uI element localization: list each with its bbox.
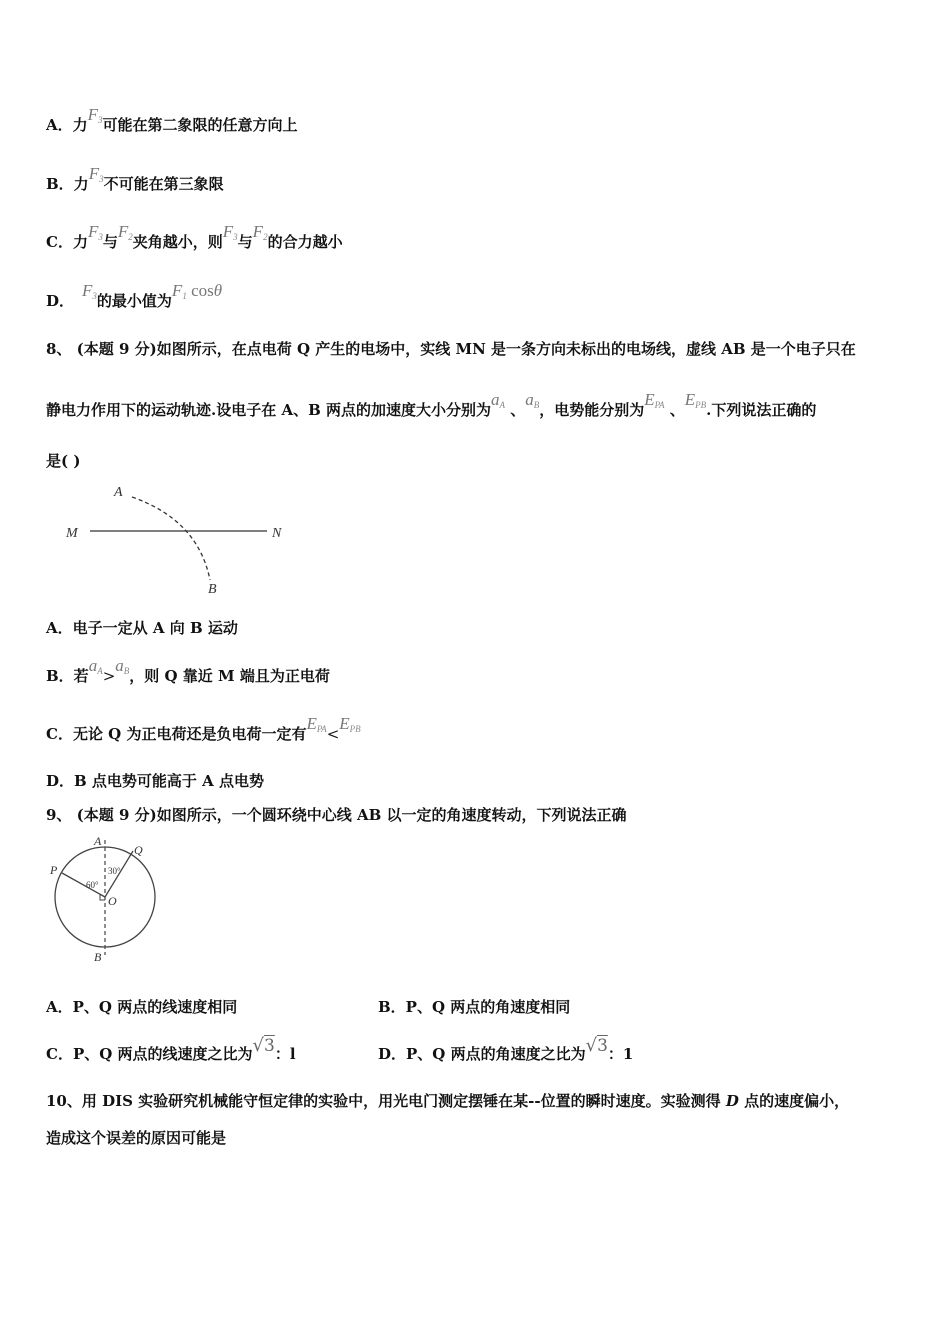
q7-option-c: C．力$F_3$与$F_2$夹角越小，则$F_3$与$F_2$的合力越小 — [46, 222, 343, 251]
option-prefix: B．力 — [46, 175, 89, 193]
math-sqrt3: √3 — [585, 1035, 608, 1056]
math-f3: $F_3$ — [87, 105, 103, 125]
label-b: B — [94, 950, 102, 964]
label-b: B — [208, 582, 217, 597]
math-f3: $F_3$ — [82, 281, 97, 301]
q8-option-c: C．无论 Q 为正电荷还是负电荷一定有$E_{PA}<E_{PB}$ — [46, 714, 361, 743]
math-a-a: $a_A$ — [491, 390, 505, 410]
math-f3: $F_3$ — [88, 164, 104, 184]
q10-stem-line2: 造成这个误差的原因可能是 — [46, 1129, 227, 1147]
q8-option-d: D．B 点电势可能高于 A 点电势 — [46, 772, 264, 790]
q8-option-a: A．电子一定从 A 向 B 运动 — [46, 619, 238, 637]
math-f1-cos-theta: $F_1$ cosθ — [171, 281, 223, 301]
math-e-pa: $E_{PA}$ — [306, 714, 327, 734]
label-a: A — [94, 834, 102, 848]
q8-stem-line1: 8、 (本题 9 分)如图所示，在点电荷 Q 产生的电场中，实线 MN 是一条方向未标出的电场线，虚线 AB 是一个电子只在 — [46, 340, 856, 358]
option-text: 不可能在第三象限 — [103, 175, 224, 193]
q8-option-b: B．若$a_A>a_B$，则 Q 靠近 M 端且为正电荷 — [46, 656, 330, 685]
q7-option-a — [46, 105, 298, 140]
math-f2: $F_2$ — [117, 222, 133, 242]
label-m: M — [66, 526, 78, 541]
label-n: N — [272, 526, 282, 541]
option-prefix: A．力 — [46, 116, 88, 134]
label-a: A — [114, 485, 123, 500]
option-text: 可能在第二象限的任意方向上 — [102, 116, 298, 134]
math-f3: $F_3$ — [222, 222, 238, 242]
q8-field-line-figure — [60, 480, 300, 600]
math-f3: $F_3$ — [87, 222, 103, 242]
math-a-a: $a_A$ — [88, 656, 103, 676]
q7-option-b — [46, 164, 224, 199]
math-a-b: $a_B$ — [115, 656, 130, 676]
math-e-pb: $E_{PB}$ — [339, 714, 361, 734]
q9-option-d: D．P、Q 两点的角速度之比为√3：1 — [378, 1035, 634, 1063]
q10-stem-line1: 10、用 DIS 实验研究机械能守恒定律的实验中，用光电门测定摆锤在某--位置的瞬时速度。实验测得 D 点的速度偏小， — [46, 1092, 850, 1110]
math-a-b: $a_B$ — [525, 390, 540, 410]
label-o: O — [108, 894, 117, 908]
q9-option-c: C．P、Q 两点的线速度之比为√3：l — [46, 1035, 296, 1063]
q9-option-a: A．P、Q 两点的线速度相同 — [46, 998, 238, 1016]
trajectory-ab — [132, 497, 210, 580]
q9-ring-figure — [44, 830, 174, 970]
option-prefix: D． — [46, 292, 75, 310]
math-e-pa: $E_{PA}$ — [644, 390, 665, 410]
math-sqrt3: √3 — [252, 1035, 275, 1056]
q8-stem-line3: 是( ) — [46, 452, 81, 470]
label-q: Q — [134, 843, 143, 857]
q8-stem-line2: 静电力作用下的运动轨迹.设电子在 A、B 两点的加速度大小分别为$a_A$ 、$a_B$，电势能分别为$E_{PA}$ 、$E_{PB}$.下列说法正确的 — [46, 390, 817, 419]
q9-stem: 9、 (本题 9 分)如图所示，一个圆环绕中心线 AB 以一定的角速度转动，下列说法正确 — [46, 806, 627, 824]
option-prefix: C．力 — [46, 233, 88, 251]
q9-option-b: B．P、Q 两点的角速度相同 — [378, 998, 571, 1016]
q7-option-d: D．$F_3$的最小值为$F_1$ cosθ — [46, 281, 223, 310]
math-e-pb: $E_{PB}$ — [684, 390, 707, 410]
label-angle-30: 30° — [108, 866, 121, 876]
label-p: P — [50, 863, 58, 877]
label-angle-60: 60° — [86, 880, 99, 890]
math-f2: $F_2$ — [252, 222, 268, 242]
